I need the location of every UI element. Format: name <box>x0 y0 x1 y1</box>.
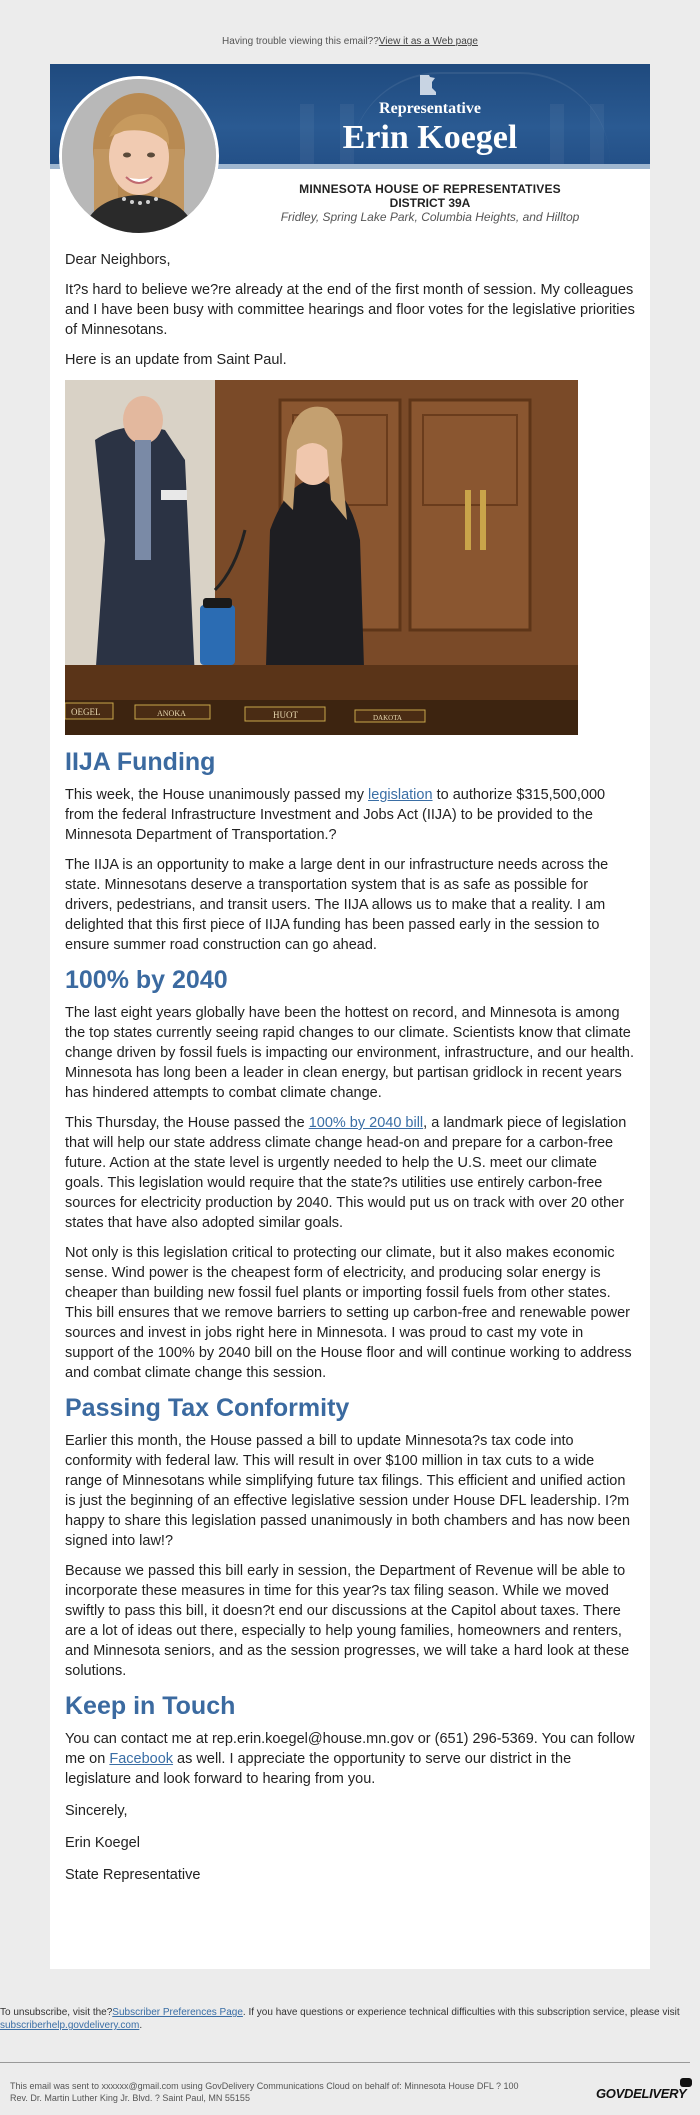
climate-paragraph-3: Not only is this legislation critical to protecting our climate, but it also makes economic sense. Wind power is the cheapest form of electricity, and producing solar energy is cheaper than building new fossil fuel plants or importing fossil fuels from other states. This bill ensures that we remove barriers to setting up carbon-free and renewable power sources and invest in jobs right here in Minnesota. I was proud to cast my vote in support of the 100% by 2040 bill on the House floor and will continue working to address and combat climate change this session. <box>65 1245 632 1381</box>
bill-link[interactable]: 100% by 2040 bill <box>308 1115 424 1131</box>
preheader <box>0 36 700 47</box>
nameplate-koegel: OEGEL <box>71 707 101 717</box>
govdelivery-logo[interactable]: GOVDELIVERY <box>596 2086 687 2101</box>
preheader-text: Having trouble viewing this email?? <box>222 36 379 47</box>
portrait-avatar <box>59 76 219 236</box>
signoff: Sincerely, <box>65 1803 128 1819</box>
iija-paragraph-1: This week, the House unanimously passed my legislation to authorize $315,500,000 from the federal Infrastructure Investment and Jobs Act (IIJA) to be provided to the Minnesota Department of Transportation.? <box>65 787 606 843</box>
unsubscribe-notice: To unsubscribe, visit the?Subscriber Preferences Page. If you have questions or experience technical difficulties with this subscription service, please visit subscriberhelp.govdelivery.com. <box>0 2007 680 2031</box>
heading-100-by-2040: 100% by 2040 <box>65 966 228 994</box>
heading-tax-conformity: Passing Tax Conformity <box>65 1394 350 1422</box>
contact-paragraph: You can contact me at rep.erin.koegel@house.mn.gov or (651) 296-5369. You can follow me on Facebook as well. I appreciate the opportunity to serve our district in the legislature and look forward to hearing from you. <box>65 1731 635 1787</box>
representative-label: Representative <box>379 100 481 117</box>
climate-paragraph-2: This Thursday, the House passed the 100% by 2040 bill, a landmark piece of legislation that will help our state address climate change head-on and prepare for a carbon-free future. Action at the state level is urgently needed to help the U.S. meet our climate goals. This legislation would require that the state?s utilities use entirely carbon-free sources for electricity production by 2040. This would put us on track with over 20 other states that have also adopted similar goals. <box>65 1115 627 1231</box>
web-page-link[interactable]: View it as a Web page <box>378 36 478 47</box>
intro-paragraph: It?s hard to believe we?re already at the end of the first month of session. My colleagues and I have been busy with committee hearings and floor votes for the legislative priorities of Minnesotans. <box>65 282 635 338</box>
district: DISTRICT 39A <box>389 196 471 210</box>
org-name: MINNESOTA HOUSE OF REPRESENTATIVES <box>299 182 561 196</box>
subscriber-preferences-link[interactable]: Subscriber Preferences Page <box>112 2007 243 2018</box>
representative-name: Erin Koegel <box>342 119 518 156</box>
email-body <box>65 250 635 1895</box>
email-card <box>50 64 650 1969</box>
heading-keep-in-touch: Keep in Touch <box>65 1692 236 1720</box>
sent-notice: This email was sent to xxxxxx@gmail.com using GovDelivery Communications Cloud on behalf of: Minnesota House DFL ? 100 Rev. Dr. Martin Luther King Jr. Blvd. ? Saint Paul, MN 55155 <box>10 2081 519 2103</box>
legislation-link[interactable]: legislation <box>368 787 433 803</box>
district-cities: Fridley, Spring Lake Park, Columbia Heights, and Hilltop <box>280 210 580 224</box>
update-line: Here is an update from Saint Paul. <box>65 352 287 368</box>
facebook-link[interactable]: Facebook <box>109 1751 174 1767</box>
signature-name: Erin Koegel <box>65 1835 140 1851</box>
tax-paragraph-1: Earlier this month, the House passed a bill to update Minnesota?s tax code into conformity with federal law. This will result in over $100 million in tax cuts to a wide range of Minnesotans while simplifying future tax filings. This efficient and unified action is just the beginning of an effective legislative session under House DFL leadership. I?m happy to share this legislation passed unanimously in both chambers and has now been signed into law!? <box>65 1433 631 1549</box>
nameplate-anoka: ANOKA <box>157 709 186 718</box>
iija-paragraph-2: The IIJA is an opportunity to make a large dent in our infrastructure needs across the state. Minnesotans deserve a transportation system that is as safe as possible for drivers, pedestrians, and transit users. The IIJA allows us to make that a reality. I am delighted that this first piece of IIJA funding has been passed early in the session to ensure summer road construction can go ahead. <box>65 857 609 953</box>
signature-role: State Representative <box>65 1867 201 1883</box>
nameplate-dakota: DAKOTA <box>373 714 402 722</box>
greeting: Dear Neighbors, <box>65 252 171 268</box>
climate-paragraph-1: The last eight years globally have been the hottest on record, and Minnesota is among the top states currently seeing rapid changes to our climate. Scientists know that climate change driven by fossil fuels is impacting our environment, infrastructure, and our health. Minnesota has long been a leader in clean energy, but partisan gridlock in recent years has hindered attempts to combat climate change. <box>65 1005 635 1101</box>
tax-paragraph-2: Because we passed this bill early in session, the Department of Revenue will be able to incorporate these measures in time for this year?s tax filing season. While we moved swiftly to pass this bill, it doesn?t end our discussions at the Capitol about taxes. There are a lot of ideas out there, especially to help young families, homeowners and renters, and Minnesota seniors, and as the session progresses, we will take a hard look at these solutions. <box>65 1563 630 1679</box>
nameplate-huot: HUOT <box>273 710 298 720</box>
footer-divider <box>0 2062 690 2063</box>
house-floor-photo <box>65 380 578 735</box>
subscriber-help-link[interactable]: subscriberhelp.govdelivery.com <box>0 2020 140 2031</box>
heading-iija: IIJA Funding <box>65 748 216 776</box>
minnesota-state-icon <box>418 74 438 96</box>
